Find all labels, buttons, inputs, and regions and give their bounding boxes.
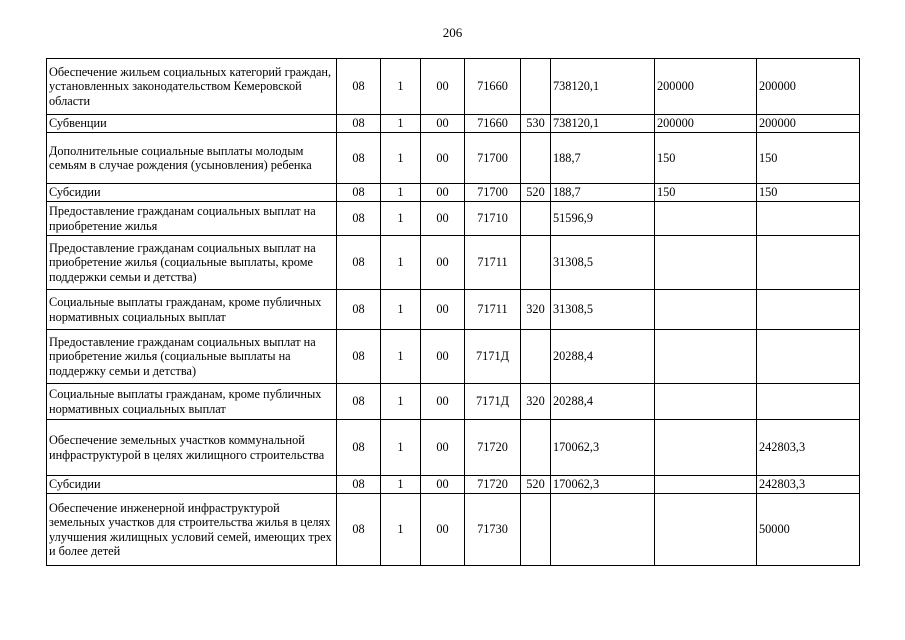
amount-year3-cell	[757, 236, 860, 290]
table-row	[47, 59, 860, 115]
amount-year3-cell: 200000	[757, 115, 860, 133]
amount-year1-cell: 738120,1	[551, 115, 655, 133]
page-number: 206	[442, 25, 463, 40]
amount-year1-cell: 20288,4	[551, 384, 655, 420]
program-code-cell: 1	[381, 384, 421, 420]
article-code-cell: 71730	[465, 494, 521, 566]
section-code-cell: 08	[337, 236, 381, 290]
program-code-cell: 1	[381, 184, 421, 202]
row-name-cell: Дополнительные социальные выплаты молодым семьям в случае рождения (усыновления) ребенка	[47, 133, 337, 184]
amount-year2-cell: 200000	[655, 115, 757, 133]
expense-type-cell	[521, 133, 551, 184]
amount-year3-cell: 50000	[757, 494, 860, 566]
row-name-cell: Предоставление гражданам социальных выплат на приобретение жилья (социальные выплаты на поддержку семьи и детства)	[47, 330, 337, 384]
subprogram-code-cell: 00	[421, 115, 465, 133]
amount-year1-cell: 170062,3	[551, 420, 655, 476]
amount-year2-cell: 150	[655, 133, 757, 184]
section-code-cell: 08	[337, 133, 381, 184]
amount-year3-cell	[757, 330, 860, 384]
table-row	[47, 133, 860, 184]
article-code-cell: 7171Д	[465, 330, 521, 384]
article-code-cell: 71710	[465, 202, 521, 236]
table-row	[47, 202, 860, 236]
table-row	[47, 115, 860, 133]
amount-year3-cell: 150	[757, 184, 860, 202]
amount-year2-cell	[655, 494, 757, 566]
program-code-cell: 1	[381, 420, 421, 476]
amount-year3-cell: 150	[757, 133, 860, 184]
section-code-cell: 08	[337, 115, 381, 133]
row-name-cell: Обеспечение инженерной инфраструктурой земельных участков для строительства жилья в целях улучшения жилищных условий семей, имеющих трех и более детей	[47, 494, 337, 566]
amount-year1-cell: 20288,4	[551, 330, 655, 384]
budget-table-body	[47, 59, 860, 566]
expense-type-cell	[521, 494, 551, 566]
amount-year3-cell	[757, 202, 860, 236]
amount-year2-cell	[655, 290, 757, 330]
expense-type-cell	[521, 330, 551, 384]
expense-type-cell	[521, 59, 551, 115]
section-code-cell: 08	[337, 330, 381, 384]
amount-year1-cell: 738120,1	[551, 59, 655, 115]
amount-year1-cell: 170062,3	[551, 476, 655, 494]
amount-year3-cell	[757, 290, 860, 330]
program-code-cell: 1	[381, 59, 421, 115]
subprogram-code-cell: 00	[421, 184, 465, 202]
article-code-cell: 71660	[465, 59, 521, 115]
row-name-cell: Субсидии	[47, 476, 337, 494]
subprogram-code-cell: 00	[421, 59, 465, 115]
program-code-cell: 1	[381, 133, 421, 184]
amount-year2-cell	[655, 202, 757, 236]
program-code-cell: 1	[381, 290, 421, 330]
amount-year3-cell: 242803,3	[757, 420, 860, 476]
subprogram-code-cell: 00	[421, 202, 465, 236]
expense-type-cell: 520	[521, 184, 551, 202]
section-code-cell: 08	[337, 384, 381, 420]
amount-year3-cell: 242803,3	[757, 476, 860, 494]
subprogram-code-cell: 00	[421, 494, 465, 566]
program-code-cell: 1	[381, 494, 421, 566]
amount-year1-cell: 31308,5	[551, 290, 655, 330]
expense-type-cell: 320	[521, 290, 551, 330]
row-name-cell: Обеспечение земельных участков коммунальной инфраструктурой в целях жилищного строительства	[47, 420, 337, 476]
expense-type-cell	[521, 202, 551, 236]
amount-year3-cell: 200000	[757, 59, 860, 115]
section-code-cell: 08	[337, 59, 381, 115]
article-code-cell: 71711	[465, 290, 521, 330]
row-name-cell: Субвенции	[47, 115, 337, 133]
section-code-cell: 08	[337, 476, 381, 494]
row-name-cell: Предоставление гражданам социальных выплат на приобретение жилья	[47, 202, 337, 236]
table-row	[47, 494, 860, 566]
subprogram-code-cell: 00	[421, 330, 465, 384]
article-code-cell: 71720	[465, 420, 521, 476]
article-code-cell: 7171Д	[465, 384, 521, 420]
amount-year2-cell: 150	[655, 184, 757, 202]
subprogram-code-cell: 00	[421, 290, 465, 330]
table-row	[47, 330, 860, 384]
expense-type-cell: 530	[521, 115, 551, 133]
subprogram-code-cell: 00	[421, 236, 465, 290]
expense-type-cell	[521, 420, 551, 476]
program-code-cell: 1	[381, 115, 421, 133]
row-name-cell: Субсидии	[47, 184, 337, 202]
table-row	[47, 236, 860, 290]
table-row	[47, 476, 860, 494]
amount-year3-cell	[757, 384, 860, 420]
row-name-cell: Социальные выплаты гражданам, кроме публичных нормативных социальных выплат	[47, 290, 337, 330]
row-name-cell: Социальные выплаты гражданам, кроме публичных нормативных социальных выплат	[47, 384, 337, 420]
program-code-cell: 1	[381, 236, 421, 290]
table-row	[47, 420, 860, 476]
amount-year2-cell	[655, 384, 757, 420]
row-name-cell: Обеспечение жильем социальных категорий граждан, установленных законодательством Кемеровской области	[47, 59, 337, 115]
amount-year2-cell	[655, 236, 757, 290]
article-code-cell: 71660	[465, 115, 521, 133]
subprogram-code-cell: 00	[421, 476, 465, 494]
amount-year2-cell	[655, 476, 757, 494]
program-code-cell: 1	[381, 330, 421, 384]
section-code-cell: 08	[337, 494, 381, 566]
expense-type-cell: 320	[521, 384, 551, 420]
amount-year1-cell: 51596,9	[551, 202, 655, 236]
expense-type-cell	[521, 236, 551, 290]
program-code-cell: 1	[381, 202, 421, 236]
article-code-cell: 71700	[465, 184, 521, 202]
subprogram-code-cell: 00	[421, 384, 465, 420]
table-row	[47, 290, 860, 330]
table-row	[47, 384, 860, 420]
article-code-cell: 71700	[465, 133, 521, 184]
amount-year2-cell	[655, 330, 757, 384]
subprogram-code-cell: 00	[421, 420, 465, 476]
amount-year1-cell: 31308,5	[551, 236, 655, 290]
amount-year2-cell	[655, 420, 757, 476]
amount-year1-cell: 188,7	[551, 184, 655, 202]
article-code-cell: 71711	[465, 236, 521, 290]
amount-year2-cell: 200000	[655, 59, 757, 115]
section-code-cell: 08	[337, 184, 381, 202]
program-code-cell: 1	[381, 476, 421, 494]
budget-table	[46, 58, 860, 566]
subprogram-code-cell: 00	[421, 133, 465, 184]
row-name-cell: Предоставление гражданам социальных выплат на приобретение жилья (социальные выплаты, кроме поддержки семьи и детства)	[47, 236, 337, 290]
table-row	[47, 184, 860, 202]
expense-type-cell: 520	[521, 476, 551, 494]
article-code-cell: 71720	[465, 476, 521, 494]
section-code-cell: 08	[337, 290, 381, 330]
section-code-cell: 08	[337, 202, 381, 236]
amount-year1-cell	[551, 494, 655, 566]
amount-year1-cell: 188,7	[551, 133, 655, 184]
section-code-cell: 08	[337, 420, 381, 476]
